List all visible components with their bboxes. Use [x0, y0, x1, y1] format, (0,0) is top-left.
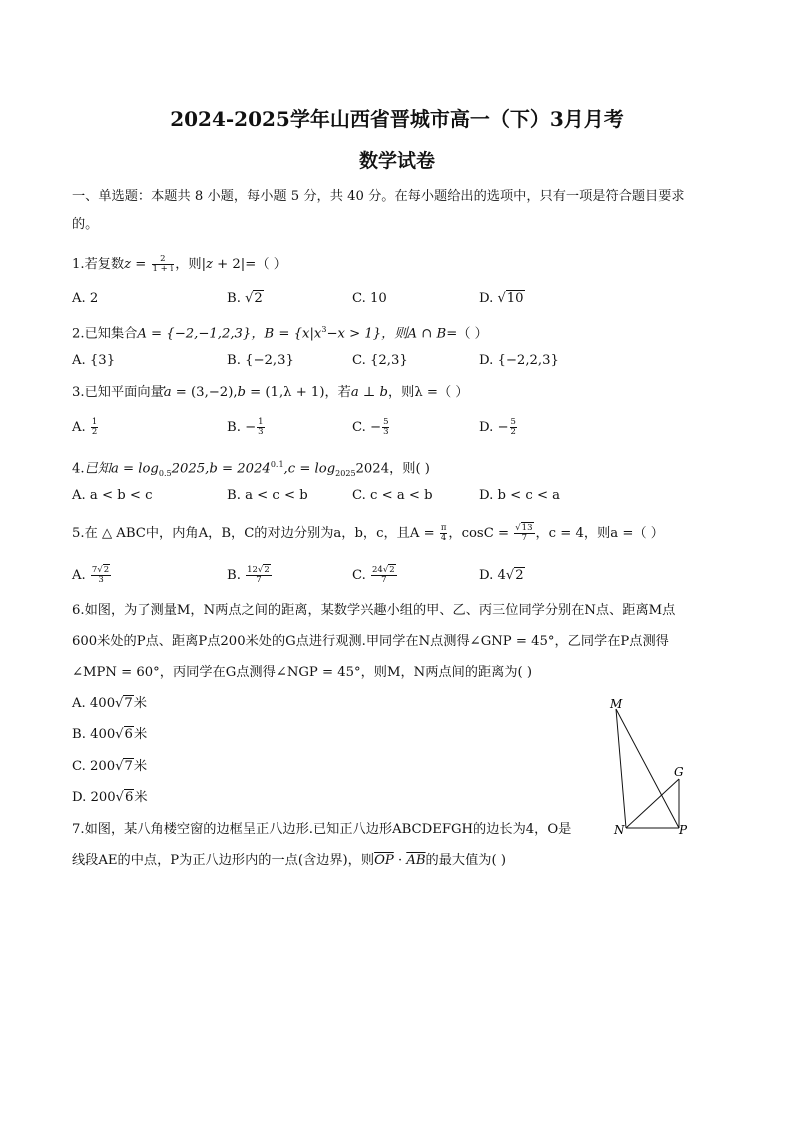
q1-option-d: D. √10 [479, 291, 524, 306]
question-5: 5.在 △ ABC中，内角A，B，C的对边分别为a，b，c，且A = $\frac{\pi}{4}$ ，cosC = $\frac{√13}{7}$ ，c = 4，则a =（ ） [72, 523, 664, 543]
question-1: 1.若复数z = $\frac{2}{1 + i}$ ，则|z + 2|=（ ） [72, 254, 287, 274]
q6-option-d: D. 200√6米 [72, 790, 148, 805]
question-6-line1: 6.如图，为了测量M，N两点之间的距离，某数学兴趣小组的甲、乙、丙三位同学分别在N点、距离M点 [72, 603, 676, 618]
question-7-line2: 线段AE的中点，P为正八边形内的一点(含边界)，则$\overline{OP} \cdot \overline{AB}$的最大值为( ) [72, 853, 506, 868]
q2-option-c: C. {2,3} [352, 353, 408, 368]
question-2: 2.已知集合A = {−2,−1,2,3}，$B = \{x|x^3-x > 1\}$，则A ∩ B=（ ） [72, 325, 488, 342]
q4-option-c: C. c < a < b [352, 488, 433, 503]
q3-option-c: C. − $\frac{5}{3}$ [352, 417, 389, 437]
q4-option-a: A. a < b < c [72, 488, 153, 503]
q6-option-c: C. 200√7米 [72, 759, 148, 774]
q2-option-b: B. {−2,3} [227, 353, 294, 368]
q3-option-b: B. − $\frac{1}{3}$ [227, 417, 264, 437]
q6-option-a: A. 400√7米 [72, 696, 147, 711]
q5-option-b: B. $\frac{12√2}{7}$ [227, 565, 270, 585]
label-m: M [610, 697, 623, 711]
q1-option-c: C. 10 [352, 291, 387, 306]
question-3: 3.已知平面向量a = (3,−2),b = (1,λ + 1)，若a ⊥ b，则λ =（ ） [72, 385, 469, 400]
segment-mn [616, 709, 626, 828]
question-7-line1: 7.如图，某八角楼空窗的边框呈正八边形.已知正八边形ABCDEFGH的边长为4，O是 [72, 822, 572, 837]
q4-option-b: B. a < c < b [227, 488, 308, 503]
triangle-figure [600, 694, 700, 840]
segment-mp [616, 709, 679, 828]
q5-option-a: A. $\frac{7√2}{3}$ [72, 565, 110, 585]
q5-option-d: D. 4√2 [479, 568, 524, 583]
q6-option-b: B. 400√6米 [72, 727, 148, 742]
q3-option-a: A. $\frac{1}{2}$ [72, 417, 98, 437]
q1-option-a: A. 2 [72, 291, 99, 306]
question-6-line2: 600米处的P点、距离P点200米处的G点进行观测.甲同学在N点测得∠GNP = 45°，乙同学在P点测得 [72, 634, 669, 649]
q5-option-c: C. $\frac{24√2}{7}$ [352, 565, 395, 585]
q3-option-d: D. − $\frac{5}{2}$ [479, 417, 516, 437]
question-6-line3: ∠MPN = 60°，丙同学在G点测得∠NGP = 45°，则M，N两点间的距离为( ) [72, 665, 533, 680]
section-instructions-line2: 的。 [72, 217, 99, 232]
question-4: 4.已知$a = \log_{0.5}2025,b = 2024^{0.1},c = \log_{2025}2024$，则( ) [72, 460, 430, 479]
q4-option-d: D. b < c < a [479, 488, 561, 503]
q2-option-d: D. {−2,2,3} [479, 353, 559, 368]
exam-subtitle: 数学试卷 [358, 150, 435, 172]
q1-option-b: B. √2 [227, 291, 263, 306]
label-g: G [674, 765, 684, 779]
label-p: P [679, 823, 688, 837]
q2-option-a: A. {3} [72, 353, 116, 368]
fraction: $\frac{2}{1 + i}$ [152, 254, 174, 274]
segment-ng [626, 779, 679, 828]
exam-title: 2024-2025学年山西省晋城市高一（下）3月月考 [170, 107, 624, 131]
section-instructions-line1: 一、单选题：本题共 8 小题，每小题 5 分，共 40 分。在每小题给出的选项中，只有一项是符合题目要求 [72, 189, 685, 204]
label-n: N [614, 823, 625, 837]
